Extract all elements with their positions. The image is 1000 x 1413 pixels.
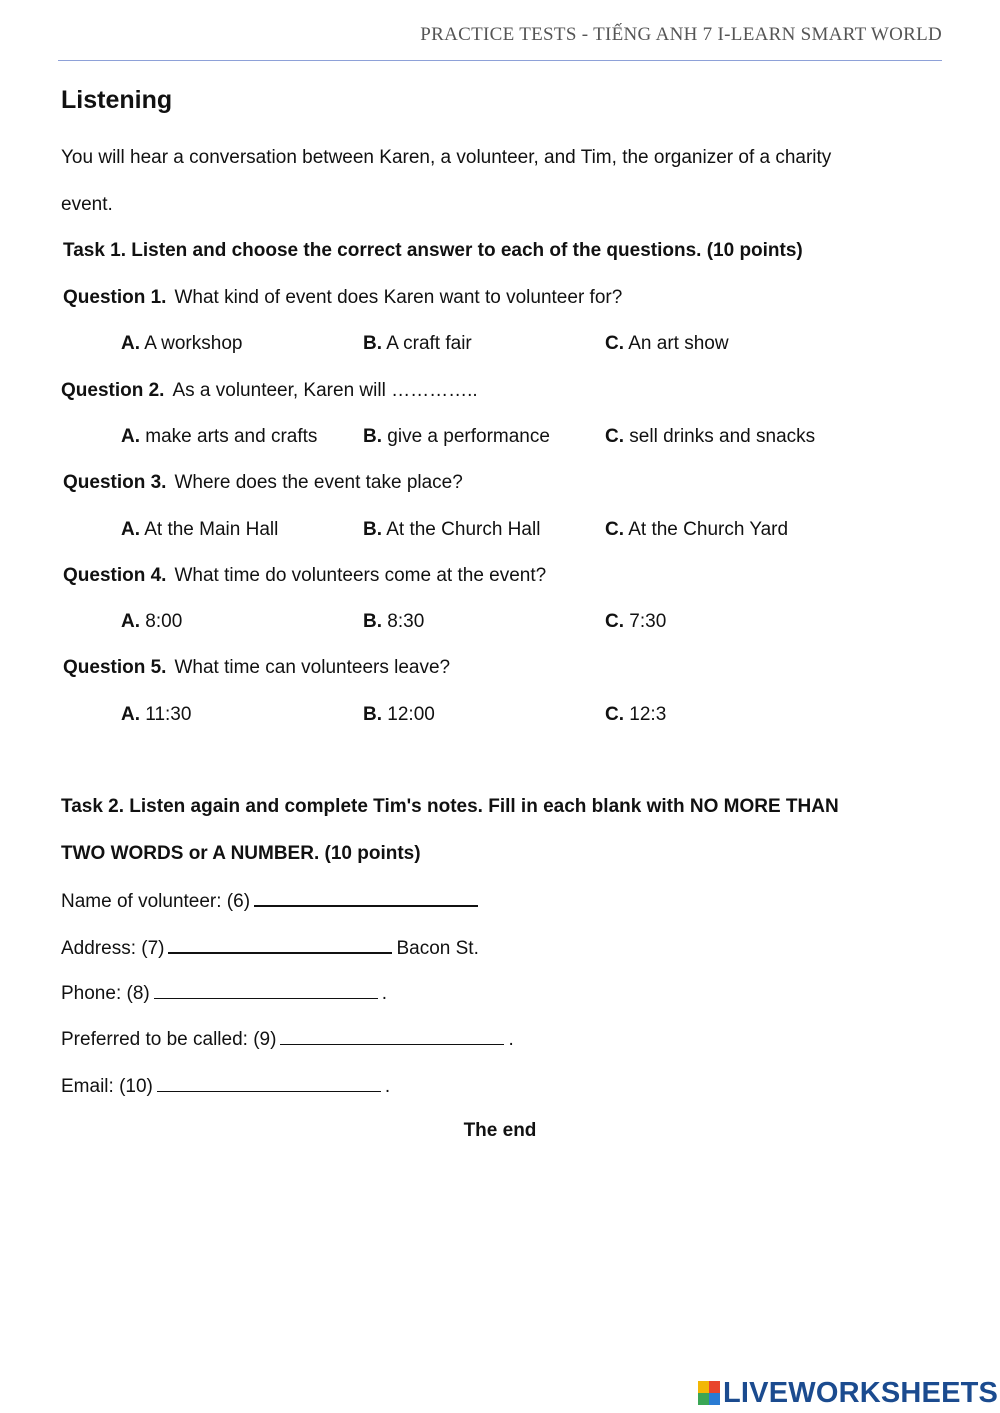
question-4 — [63, 565, 546, 587]
question-4-text: What time do volunteers come at the event? — [174, 565, 547, 586]
note-item-10: Email: (10) . — [61, 1076, 391, 1097]
the-end-text: The end — [463, 1120, 537, 1141]
q1-option-c[interactable]: C. An art show — [605, 333, 729, 354]
q3-option-c[interactable]: C. At the Church Yard — [605, 519, 789, 540]
note-item-8: Phone: (8) . — [61, 983, 388, 1004]
q5-option-b[interactable]: B. 12:00 — [363, 704, 435, 725]
blank-7-input[interactable] — [168, 936, 392, 954]
question-1-label: Question 1. — [63, 287, 167, 308]
header-divider — [58, 60, 942, 61]
question-5-label: Question 5. — [63, 657, 167, 678]
q1-option-b[interactable]: B. A craft fair — [363, 333, 472, 354]
question-1 — [63, 287, 622, 309]
liveworksheets-logo-icon — [698, 1381, 720, 1405]
intro-line-2: event. — [61, 194, 113, 215]
blank-8-input[interactable] — [154, 982, 378, 999]
question-5 — [63, 657, 450, 679]
question-4-label: Question 4. — [63, 565, 167, 586]
task2-heading-line-1: Task 2. Listen again and complete Tim's notes. Fill in each blank with NO MORE THAN — [61, 796, 839, 817]
note-item-7: Address: (7) Bacon St. — [61, 938, 479, 959]
q2-option-c[interactable]: C. sell drinks and snacks — [605, 426, 816, 447]
q3-option-a[interactable]: A. At the Main Hall — [121, 519, 279, 540]
question-5-text: What time can volunteers leave? — [174, 657, 451, 678]
q3-option-b[interactable]: B. At the Church Hall — [363, 519, 541, 540]
question-3 — [63, 472, 463, 494]
task1-heading: Task 1. Listen and choose the correct answer to each of the questions. (10 points) — [63, 240, 803, 261]
question-3-text: Where does the event take place? — [174, 472, 463, 493]
question-2 — [61, 380, 478, 402]
page-header: PRACTICE TESTS - TIẾNG ANH 7 I-LEARN SMART WORLD — [420, 24, 942, 45]
question-2-text: As a volunteer, Karen will ………….. — [172, 380, 478, 401]
question-1-text: What kind of event does Karen want to volunteer for? — [174, 287, 623, 308]
q4-option-b[interactable]: B. 8:30 — [363, 611, 425, 632]
blank-9-input[interactable] — [280, 1028, 504, 1045]
question-3-label: Question 3. — [63, 472, 167, 493]
q1-option-a[interactable]: A. A workshop — [121, 333, 243, 354]
liveworksheets-logo-text: LIVEWORKSHEETS — [723, 1376, 999, 1409]
question-2-label: Question 2. — [61, 380, 165, 401]
note-item-9: Preferred to be called: (9) . — [61, 1029, 514, 1050]
q2-option-a[interactable]: A. make arts and crafts — [121, 426, 318, 447]
blank-6-input[interactable] — [254, 889, 478, 907]
section-title: Listening — [61, 86, 173, 114]
q5-option-c[interactable]: C. 12:3 — [605, 704, 667, 725]
note-item-6: Name of volunteer: (6) — [61, 889, 482, 913]
q5-option-a[interactable]: A. 11:30 — [121, 704, 192, 725]
task2-heading-line-2: TWO WORDS or A NUMBER. (10 points) — [61, 843, 421, 864]
q2-option-b[interactable]: B. give a performance — [363, 426, 550, 447]
intro-line-1: You will hear a conversation between Karen, a volunteer, and Tim, the organizer of a charity — [61, 147, 832, 168]
liveworksheets-logo — [698, 1378, 998, 1408]
q4-option-a[interactable]: A. 8:00 — [121, 611, 183, 632]
blank-10-input[interactable] — [157, 1075, 381, 1092]
q4-option-c[interactable]: C. 7:30 — [605, 611, 667, 632]
